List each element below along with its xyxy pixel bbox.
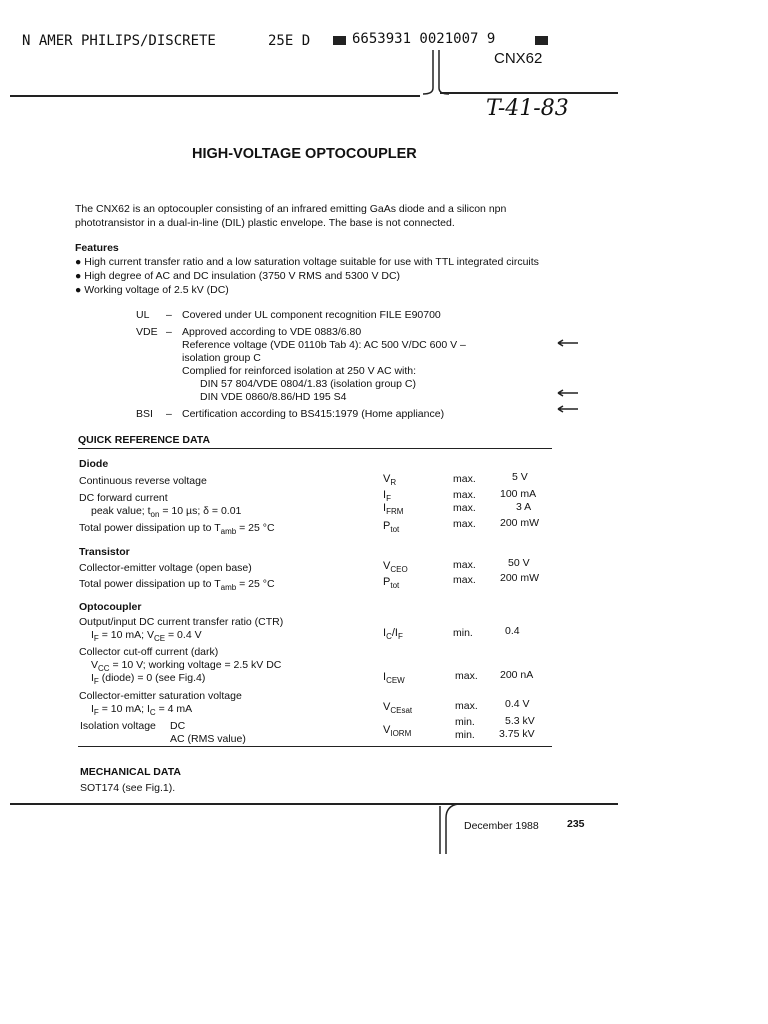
param-symbol: $V_{CEO}$ [383,560,408,575]
header-bracket-icon [415,48,455,98]
param-symbol: $V_{IORM}$ [383,724,412,739]
param-cond: max. [453,518,476,530]
param-cond: max. [453,473,476,485]
intro-line-1: The CNX62 is an optocoupler consisting of an infrared emitting GaAs diode and a silicon npn [75,203,507,215]
param-symbol: $P_{tot}$ [383,576,400,591]
feature-text: High current transfer ratio and a low saturation voltage suitable for use with TTL integrated circuits [84,256,539,268]
approval-key-bsi: BSI [136,408,153,420]
param-value: 5 V [512,471,528,483]
header-block-mark [333,36,346,45]
param-condition: $I_F = 10$ mA; $V_{CE} = 0.4$ V [91,629,202,644]
approval-text: Reference voltage (VDE 0110b Tab 4): AC 500 V/DC 600 V – [182,339,466,351]
param-symbol: $I_C/I_F$ [383,627,403,642]
footer-rule [10,803,618,805]
param-symbol: $V_{CEsat}$ [383,701,413,716]
param-symbol: $P_{tot}$ [383,520,400,535]
param-value: 200 mW [500,517,540,529]
feature-text: High degree of AC and DC insulation (3750 V RMS and 5300 V DC) [84,270,401,282]
header-rule-left [10,95,420,97]
param-label: Collector cut-off current (dark) [79,646,219,658]
change-arrow-icon [556,338,580,348]
approval-text: isolation group C [182,352,261,364]
feature-item: ● High current transfer ratio and a low saturation voltage suitable for use with TTL integrated circuits [75,256,539,268]
approval-text: Complied for reinforced isolation at 250 V AC with: [182,365,417,377]
param-value: 50 V [508,557,530,569]
mech-text: SOT174 (see Fig.1). [80,782,176,794]
footer-bracket-icon [434,802,464,856]
param-value: 0.4 [505,625,520,637]
approval-text: Approved according to VDE 0883/6.80 [182,326,362,338]
approval-text: Covered under UL component recognition FILE E90700 [182,309,441,321]
approval-key-ul: UL [136,309,150,321]
header-block-mark-2 [535,36,548,45]
param-value: 200 nA [500,669,534,681]
handwritten-note: T-41-83 [486,96,569,121]
qrd-rule-top [78,448,552,449]
param-value: 0.4 V [505,698,530,710]
page-title: HIGH-VOLTAGE OPTOCOUPLER [192,146,417,162]
approval-text: Certification according to BS415:1979 (Home appliance) [182,408,445,420]
param-cond: max. [453,489,476,501]
qrd-rule-bottom [78,746,552,747]
feature-item: ● Working voltage of 2.5 kV (DC) [75,284,229,296]
feature-text: Working voltage of 2.5 kV (DC) [84,284,229,296]
param-condition: DC [170,720,186,732]
param-value: 3.75 kV [499,728,535,740]
param-cond: min. [455,716,475,728]
param-label: peak value; $t_{on} = 10$ µs; δ = 0.01 [91,505,242,520]
footer-date: December 1988 [464,820,539,832]
param-cond: max. [453,574,476,586]
feature-item: ● High degree of AC and DC insulation (3750 V RMS and 5300 V DC) [75,270,401,282]
param-label: Isolation voltage [80,720,156,732]
param-value: 5.3 kV [505,715,535,727]
header-company: N AMER PHILIPS/DISCRETE [22,33,216,49]
transistor-heading: Transistor [79,546,130,558]
param-label: Total power dissipation up to $T_{amb} = 25$ °C [79,522,275,537]
param-label: DC forward current [79,492,168,504]
diode-heading: Diode [79,458,109,470]
header-part: CNX62 [494,50,543,67]
param-label: Collector-emitter saturation voltage [79,690,242,702]
param-cond: max. [455,670,478,682]
change-arrow-icon [556,388,580,398]
param-cond: min. [455,729,475,741]
param-cond: max. [453,502,476,514]
param-symbol: $V_R$ [383,473,397,488]
param-label: Total power dissipation up to $T_{amb} = 25$ °C [79,578,275,593]
approval-dash: – [166,326,172,338]
param-cond: max. [455,700,478,712]
param-value: 100 mA [500,488,537,500]
param-condition: $I_F$ (diode) = 0 (see Fig.4) [91,672,206,687]
param-label: Collector-emitter voltage (open base) [79,562,252,574]
header-rule-right [440,92,618,94]
param-symbol: $I_F$ [383,489,391,504]
approval-dash: – [166,408,172,420]
features-heading: Features [75,242,119,254]
param-symbol: $I_{CEW}$ [383,671,405,686]
approval-dash: – [166,309,172,321]
param-value: 3 A [516,501,532,513]
approval-key-vde: VDE [136,326,158,338]
mech-heading: MECHANICAL DATA [80,766,181,778]
intro-line-2: phototransistor in a dual-in-line (DIL) plastic envelope. The base is not connected. [75,217,455,229]
param-symbol: $I_{FRM}$ [383,502,404,517]
qrd-heading: QUICK REFERENCE DATA [78,434,211,446]
param-value: 200 mW [500,572,540,584]
header-code2: 6653931 0021007 9 [352,31,496,47]
param-label: Output/input DC current transfer ratio (CTR) [79,616,284,628]
param-condition: $I_F = 10$ mA; $I_C = 4$ mA [91,703,193,718]
approval-text: DIN 57 804/VDE 0804/1.83 (isolation group C) [200,378,416,390]
header-code1: 25E D [268,33,311,49]
param-cond: min. [453,627,473,639]
param-cond: max. [453,559,476,571]
param-condition: $V_{CC} = 10$ V; working voltage = 2.5 kV DC [91,659,282,674]
param-condition: AC (RMS value) [170,733,246,745]
page-number: 235 [567,818,585,830]
change-arrow-icon [556,404,580,414]
optocoupler-heading: Optocoupler [79,601,142,613]
param-label: Continuous reverse voltage [79,475,207,487]
approval-text: DIN VDE 0860/8.86/HD 195 S4 [200,391,347,403]
